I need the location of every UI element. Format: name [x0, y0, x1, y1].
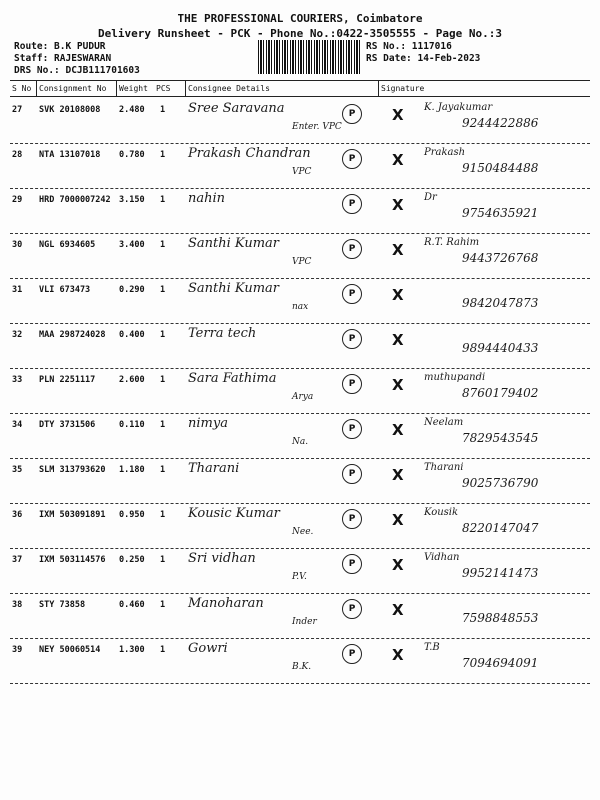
serial-number: 30: [12, 240, 23, 250]
delivered-mark: X: [392, 286, 404, 304]
row-separator: [10, 188, 590, 189]
receiver-signature: Vidhan: [424, 552, 460, 563]
serial-number: 38: [12, 600, 23, 610]
delivery-stamp-icon: P: [342, 329, 362, 349]
pieces-count: 1: [160, 195, 166, 205]
receiver-phone: 7094694091: [462, 656, 539, 670]
consignment-number: DTY 3731506: [39, 420, 96, 430]
consignment-number: IXM 503114576: [39, 555, 106, 565]
pieces-count: 1: [160, 150, 166, 160]
drs-label: DRS No.: DCJB111701603: [14, 65, 140, 76]
table-row: [0, 190, 600, 235]
consignee-name: Kousic Kumar: [188, 506, 280, 521]
consignment-number: MAA 298724028: [39, 330, 106, 340]
receiver-signature: Neelam: [424, 417, 464, 428]
weight-value: 1.300: [119, 645, 145, 655]
consignee-name: Tharani: [188, 461, 240, 476]
row-separator: [10, 503, 590, 504]
table-row: [0, 325, 600, 370]
delivery-stamp-icon: P: [342, 464, 362, 484]
table-top-rule: [10, 80, 590, 81]
col-header-signature: Signature: [381, 84, 425, 93]
consignee-note: VPC: [292, 257, 312, 267]
consignee-name: Sri vidhan: [188, 551, 256, 566]
consignee-name: nimya: [188, 416, 228, 431]
delivered-mark: X: [392, 106, 404, 124]
delivery-stamp-icon: P: [342, 149, 362, 169]
consignment-number: NTA 13107018: [39, 150, 101, 160]
consignee-name: Sara Fathima: [188, 371, 277, 386]
receiver-phone: 9025736790: [462, 476, 539, 490]
delivered-mark: X: [392, 646, 404, 664]
serial-number: 28: [12, 150, 23, 160]
table-row: [0, 235, 600, 280]
receiver-phone: 8220147047: [462, 521, 539, 535]
table-row: [0, 595, 600, 640]
receiver-phone: 9443726768: [462, 251, 539, 265]
rs-number: RS No.: 1117016: [366, 41, 452, 52]
consignment-number: PLN 2251117: [39, 375, 96, 385]
serial-number: 36: [12, 510, 23, 520]
pieces-count: 1: [160, 510, 166, 520]
consignee-note: Inder: [292, 617, 317, 627]
delivery-stamp-icon: P: [342, 104, 362, 124]
row-separator: [10, 548, 590, 549]
delivered-mark: X: [392, 376, 404, 394]
row-separator: [10, 413, 590, 414]
pieces-count: 1: [160, 600, 166, 610]
consignee-note: Na.: [292, 437, 309, 447]
delivered-mark: X: [392, 556, 404, 574]
consignee-note: Arya: [292, 392, 314, 402]
row-separator: [10, 323, 590, 324]
col-header-sno: S No: [12, 84, 32, 93]
col-header-consignee: Consignee Details: [188, 84, 270, 93]
serial-number: 27: [12, 105, 23, 115]
delivered-mark: X: [392, 196, 404, 214]
pieces-count: 1: [160, 555, 166, 565]
serial-number: 29: [12, 195, 23, 205]
delivery-stamp-icon: P: [342, 284, 362, 304]
delivery-stamp-icon: P: [342, 239, 362, 259]
serial-number: 35: [12, 465, 23, 475]
serial-number: 34: [12, 420, 23, 430]
receiver-signature: Dr: [424, 192, 437, 203]
row-separator: [10, 593, 590, 594]
delivery-stamp-icon: P: [342, 644, 362, 664]
receiver-phone: 7829543545: [462, 431, 539, 445]
consignee-name: Terra tech: [188, 326, 257, 341]
consignee-name: Prakash Chandran: [188, 146, 311, 161]
receiver-signature: R.T. Rahim: [424, 237, 480, 248]
receiver-signature: Prakash: [424, 147, 466, 158]
col-header-weight: Weight: [119, 84, 148, 93]
delivered-mark: X: [392, 466, 404, 484]
runsheet-subtitle: Delivery Runsheet - PCK - Phone No.:0422-3505555 - Page No.:3: [98, 27, 502, 40]
serial-number: 31: [12, 285, 23, 295]
consignment-number: VLI 673473: [39, 285, 91, 295]
receiver-signature: muthupandi: [424, 372, 486, 383]
consignee-name: Gowri: [188, 641, 228, 656]
staff-label: Staff: RAJESWARAN: [14, 53, 112, 64]
company-title: THE PROFESSIONAL COURIERS, Coimbatore: [177, 12, 423, 25]
serial-number: 33: [12, 375, 23, 385]
row-separator: [10, 683, 590, 684]
weight-value: 2.600: [119, 375, 145, 385]
consignee-name: nahin: [188, 191, 226, 206]
consignment-number: NGL 6934605: [39, 240, 96, 250]
table-row: [0, 640, 600, 685]
delivery-stamp-icon: P: [342, 554, 362, 574]
table-row: [0, 100, 600, 145]
col-header-consignment: Consignment No: [39, 84, 107, 93]
consignee-name: Sree Saravana: [188, 101, 285, 116]
serial-number: 37: [12, 555, 23, 565]
pieces-count: 1: [160, 465, 166, 475]
pieces-count: 1: [160, 105, 166, 115]
row-separator: [10, 458, 590, 459]
col-divider: [378, 80, 379, 96]
route-label: Route: B.K PUDUR: [14, 41, 106, 52]
weight-value: 2.480: [119, 105, 145, 115]
receiver-phone: 9244422886: [462, 116, 539, 130]
weight-value: 0.110: [119, 420, 145, 430]
weight-value: 3.400: [119, 240, 145, 250]
pieces-count: 1: [160, 375, 166, 385]
delivery-stamp-icon: P: [342, 599, 362, 619]
delivered-mark: X: [392, 331, 404, 349]
delivery-stamp-icon: P: [342, 194, 362, 214]
delivered-mark: X: [392, 601, 404, 619]
weight-value: 3.150: [119, 195, 145, 205]
delivered-mark: X: [392, 421, 404, 439]
consignment-number: NEY 50060514: [39, 645, 101, 655]
row-separator: [10, 143, 590, 144]
consignment-number: STY 73858: [39, 600, 86, 610]
consignee-name: Santhi Kumar: [188, 281, 280, 296]
receiver-phone: 9952141473: [462, 566, 539, 580]
pieces-count: 1: [160, 285, 166, 295]
serial-number: 39: [12, 645, 23, 655]
table-row: [0, 505, 600, 550]
table-row: [0, 550, 600, 595]
consignee-note: P.V.: [292, 572, 307, 582]
consignment-number: SLM 313793620: [39, 465, 106, 475]
weight-value: 1.180: [119, 465, 145, 475]
weight-value: 0.400: [119, 330, 145, 340]
table-row: [0, 460, 600, 505]
receiver-phone: 9894440433: [462, 341, 539, 355]
receiver-phone: 8760179402: [462, 386, 539, 400]
header-bottom-rule: [10, 96, 590, 97]
consignment-number: SVK 20108008: [39, 105, 101, 115]
barcode: [258, 40, 360, 74]
receiver-signature: Kousik: [424, 507, 459, 518]
consignment-number: IXM 503091891: [39, 510, 106, 520]
col-divider: [116, 80, 117, 96]
delivered-mark: X: [392, 241, 404, 259]
delivery-stamp-icon: P: [342, 419, 362, 439]
weight-value: 0.950: [119, 510, 145, 520]
receiver-signature: K. Jayakumar: [424, 102, 493, 113]
receiver-phone: 9150484488: [462, 161, 539, 175]
weight-value: 0.290: [119, 285, 145, 295]
delivered-mark: X: [392, 151, 404, 169]
col-header-pcs: PCS: [156, 84, 171, 93]
consignee-note: Enter. VPC: [292, 122, 342, 132]
rs-date: RS Date: 14-Feb-2023: [366, 53, 481, 64]
receiver-phone: 9842047873: [462, 296, 539, 310]
row-separator: [10, 233, 590, 234]
pieces-count: 1: [160, 420, 166, 430]
table-row: [0, 280, 600, 325]
row-separator: [10, 278, 590, 279]
col-divider: [185, 80, 186, 96]
delivered-mark: X: [392, 511, 404, 529]
row-separator: [10, 638, 590, 639]
consignee-note: nax: [292, 302, 309, 312]
col-divider: [36, 80, 37, 96]
consignee-note: Nee.: [292, 527, 314, 537]
delivery-stamp-icon: P: [342, 509, 362, 529]
receiver-phone: 9754635921: [462, 206, 539, 220]
weight-value: 0.780: [119, 150, 145, 160]
consignee-name: Manoharan: [188, 596, 264, 611]
delivery-stamp-icon: P: [342, 374, 362, 394]
weight-value: 0.250: [119, 555, 145, 565]
consignee-note: B.K.: [292, 662, 312, 672]
consignee-name: Santhi Kumar: [188, 236, 280, 251]
receiver-signature: Tharani: [424, 462, 464, 473]
weight-value: 0.460: [119, 600, 145, 610]
pieces-count: 1: [160, 240, 166, 250]
table-row: [0, 145, 600, 190]
pieces-count: 1: [160, 645, 166, 655]
table-row: [0, 415, 600, 460]
consignment-number: HRD 7000007242: [39, 195, 111, 205]
row-separator: [10, 368, 590, 369]
consignee-note: VPC: [292, 167, 312, 177]
receiver-phone: 7598848553: [462, 611, 539, 625]
receiver-signature: T.B: [424, 642, 440, 653]
pieces-count: 1: [160, 330, 166, 340]
table-row: [0, 370, 600, 415]
serial-number: 32: [12, 330, 23, 340]
